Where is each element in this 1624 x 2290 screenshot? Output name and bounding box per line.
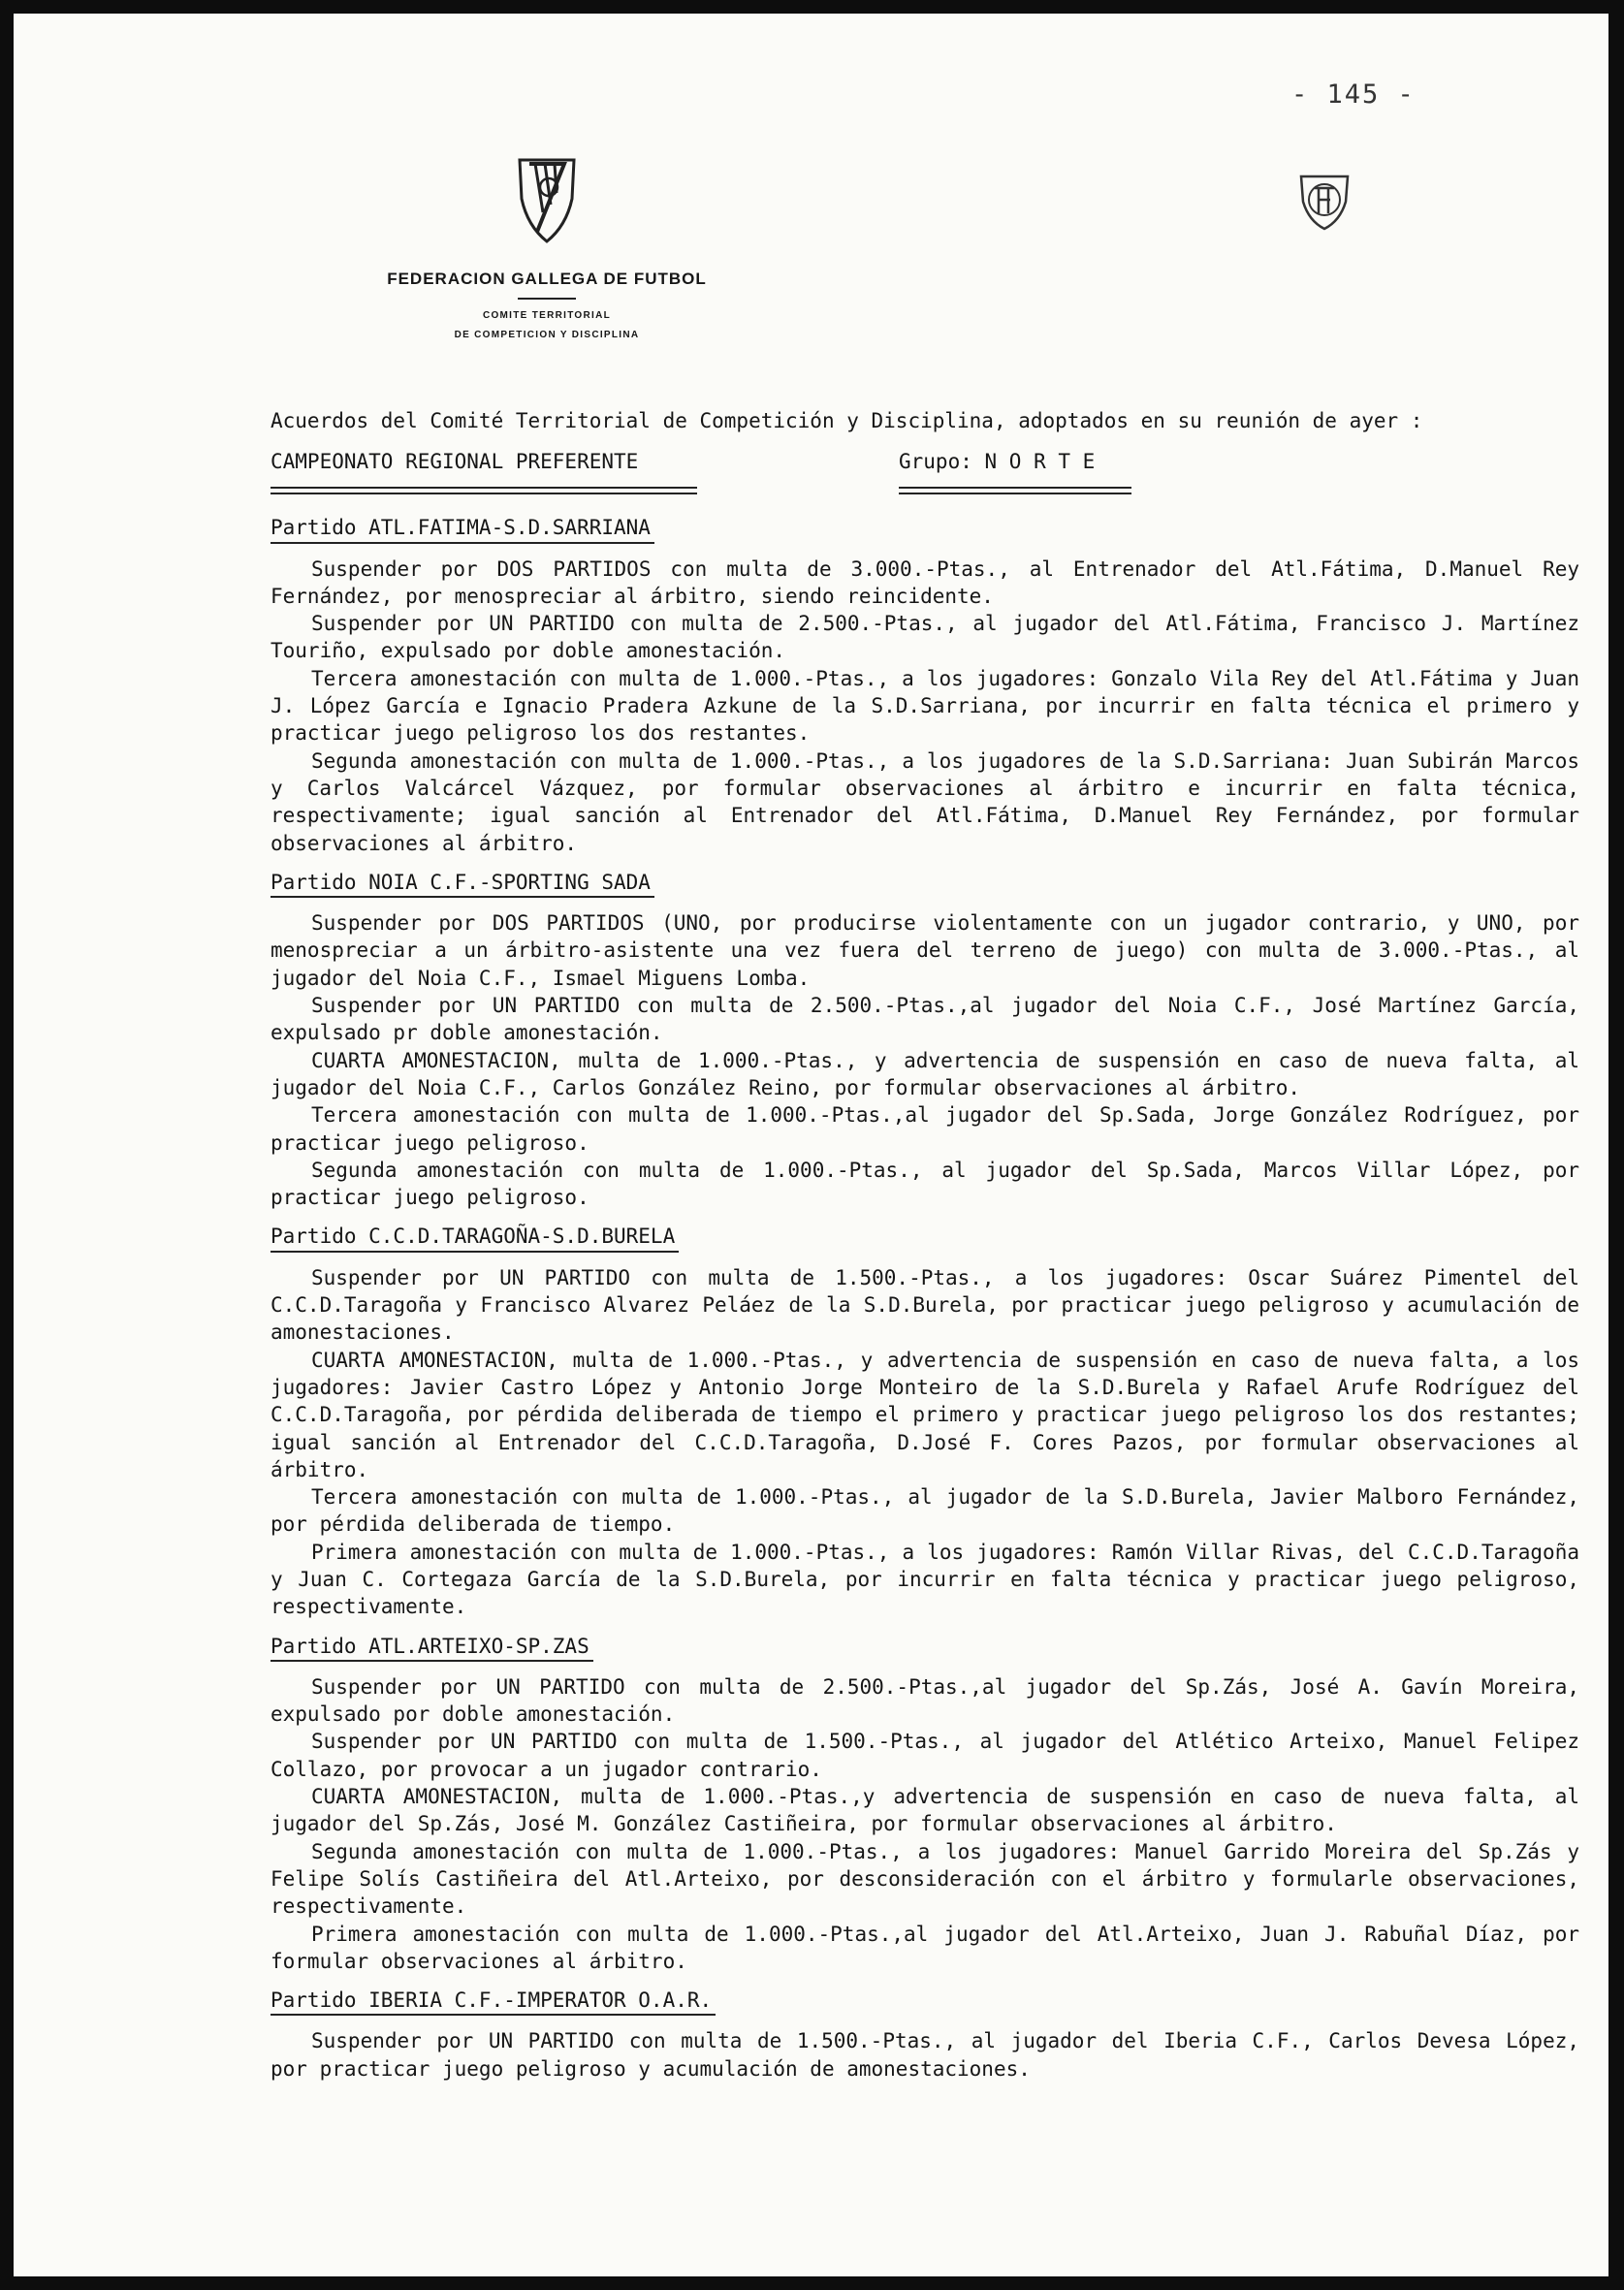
sanction-paragraph: Suspender por UN PARTIDO con multa de 2.500.-Ptas., al jugador del Atl.Fátima, Francisco J. Martínez Touriño, expulsado por doble amonestación. (271, 612, 1579, 663)
sanction-paragraph: Suspender por UN PARTIDO con multa de 1.500.-Ptas., a los jugadores: Oscar Suárez Pimentel del C.C.D.Taragoña y Francisco Alvarez Peláez de la S.D.Burela, por practicar juego peligroso y acumulación de amonestaciones. (271, 1265, 1579, 1345)
match-section (271, 1981, 1579, 2083)
match-section (271, 1627, 1579, 1976)
sanction-paragraph: Suspender por UN PARTIDO con multa de 2.500.-Ptas.,al jugador del Sp.Zás, José A. Gavín Moreira, expulsado por doble amonestación. (271, 1674, 1579, 1727)
federation-name: FEDERACION GALLEGA DE FUTBOL (387, 270, 707, 288)
match-title: Partido NOIA C.F.-SPORTING SADA (271, 869, 654, 898)
rfef-emblem-icon (1295, 169, 1353, 233)
sanction-paragraph: Suspender por UN PARTIDO con multa de 1.500.-Ptas., al jugador del Atlético Arteixo, Manuel Felipez Collazo, por provocar a un jugador contrario. (271, 1730, 1579, 1781)
match-title: Partido ATL.FATIMA-S.D.SARRIANA (271, 514, 654, 543)
sanction-paragraph: Segunda amonestación con multa de 1.000.-Ptas., al jugador del Sp.Sada, Marcos Villar López, por practicar juego peligroso. (271, 1158, 1579, 1210)
category-title: CAMPEONATO REGIONAL PREFERENTE (271, 450, 639, 474)
sanction-paragraph: Tercera amonestación con multa de 1.000.-Ptas., al jugador de la S.D.Burela, Javier Malboro Fernández, por pérdida deliberada de tiempo. (271, 1485, 1579, 1537)
match-section (271, 863, 1579, 1212)
sanction-paragraph: Suspender por DOS PARTIDOS con multa de 3.000.-Ptas., al Entrenador del Atl.Fátima, D.Manuel Rey Fernández, por menospreciar al árbitro, siendo reincidente. (271, 557, 1579, 608)
sanction-paragraph: CUARTA AMONESTACION, multa de 1.000.-Ptas., y advertencia de suspensión en caso de nueva falta, al jugador del Noia C.F., Carlos González Reino, por formular observaciones al árbitro. (271, 1048, 1579, 1099)
sanction-paragraph: Tercera amonestación con multa de 1.000.-Ptas., a los jugadores: Gonzalo Vila Rey del Atl.Fátima y Juan J. López García e Ignacio Pradera Azkune de la S.D.Sarriana, por incurrir en falta técnica el primero y practicar juego peligroso los dos restantes. (271, 666, 1579, 746)
intro-text: Acuerdos del Comité Territorial de Competición y Disciplina, adoptados en su reunión de ayer : (271, 409, 1423, 432)
document-page (14, 14, 1608, 2276)
match-title: Partido ATL.ARTEIXO-SP.ZAS (271, 1633, 593, 1662)
sanction-paragraph: Primera amonestación con multa de 1.000.-Ptas., a los jugadores: Ramón Villar Rivas, del C.C.D.Taragoña y Juan C. Cortegaza García de la S.D.Burela, por incurrir en falta técnica y practicar juego peligroso, respectivamente. (271, 1540, 1579, 1619)
sanction-paragraph: Primera amonestación con multa de 1.000.-Ptas.,al jugador del Atl.Arteixo, Juan J. Rabuñal Díaz, por formular observaciones al árbitro. (271, 1922, 1579, 1973)
document-body (271, 407, 1579, 2088)
sanction-paragraph: Segunda amonestación con multa de 1.000.-Ptas., a los jugadores de la S.D.Sarriana: Juan Subirán Marcos y Carlos Valcárcel Vázquez, por formular observaciones al árbitro e incurrir en falta técnica, respectivamente; igual sanción al Entrenador del Atl.Fátima, D.Manuel Rey Fernández, por formular observaciones al árbitro. (271, 748, 1579, 855)
match-section (271, 508, 1579, 857)
header-divider (518, 298, 576, 300)
committee-line-2: DE COMPETICION Y DISCIPLINA (454, 330, 640, 340)
sanction-paragraph: Suspender por UN PARTIDO con multa de 1.500.-Ptas., al jugador del Iberia C.F., Carlos Devesa López, por practicar juego peligroso y acumulación de amonestaciones. (271, 2029, 1579, 2081)
group-title: Grupo: N O R T E (899, 450, 1096, 474)
sanction-paragraph: Tercera amonestación con multa de 1.000.-Ptas.,al jugador del Sp.Sada, Jorge González Rodríguez, por practicar juego peligroso. (271, 1103, 1579, 1155)
federation-crest-icon (516, 154, 578, 245)
committee-line-1: COMITE TERRITORIAL (482, 310, 612, 321)
match-title: Partido C.C.D.TARAGOÑA-S.D.BURELA (271, 1223, 679, 1252)
sanction-paragraph: CUARTA AMONESTACION, multa de 1.000.-Ptas.,y advertencia de suspensión en caso de nueva falta, al jugador del Sp.Zás, José M. González Castiñeira, por formular observaciones al árbitro. (271, 1785, 1579, 1836)
sanction-paragraph: Segunda amonestación con multa de 1.000.-Ptas., a los jugadores: Manuel Garrido Moreira del Sp.Zás y Felipe Solís Castiñeira del Atl.Arteixo, por desconsideración con el árbitro y formularle observaciones, respectivamente. (271, 1839, 1579, 1919)
match-section (271, 1217, 1579, 1620)
sanction-paragraph: Suspender por UN PARTIDO con multa de 2.500.-Ptas.,al jugador del Noia C.F., José Martínez García, expulsado pr doble amonestación. (271, 994, 1579, 1045)
category-double-underline (271, 487, 697, 494)
group-double-underline (899, 487, 1131, 494)
category-row (271, 448, 1579, 508)
page-number: - 145 - (1291, 80, 1416, 110)
sanction-paragraph: Suspender por DOS PARTIDOS (UNO, por producirse violentamente con un jugador contrario, y UNO, por menospreciar a un árbitro-asistente una vez fuera del terreno de juego) con multa de 3.000.-Ptas., al jugador del Noia C.F., Ismael Miguens Lomba. (271, 911, 1579, 990)
match-title: Partido IBERIA C.F.-IMPERATOR O.A.R. (271, 1987, 716, 2016)
sanction-paragraph: CUARTA AMONESTACION, multa de 1.000.-Ptas., y advertencia de suspensión en caso de nueva falta, a los jugadores: Javier Castro López y Antonio Jorge Monteiro de la S.D.Burela y Rafael Arufe Rodríguez del C.C.D.Taragoña, por pérdida deliberada de tiempo el primero y practicar juego peligroso los dos restantes; igual sanción al Entrenador del C.C.D.Taragoña, D.José F. Cores Pazos, por formular observaciones al árbitro. (271, 1348, 1579, 1481)
